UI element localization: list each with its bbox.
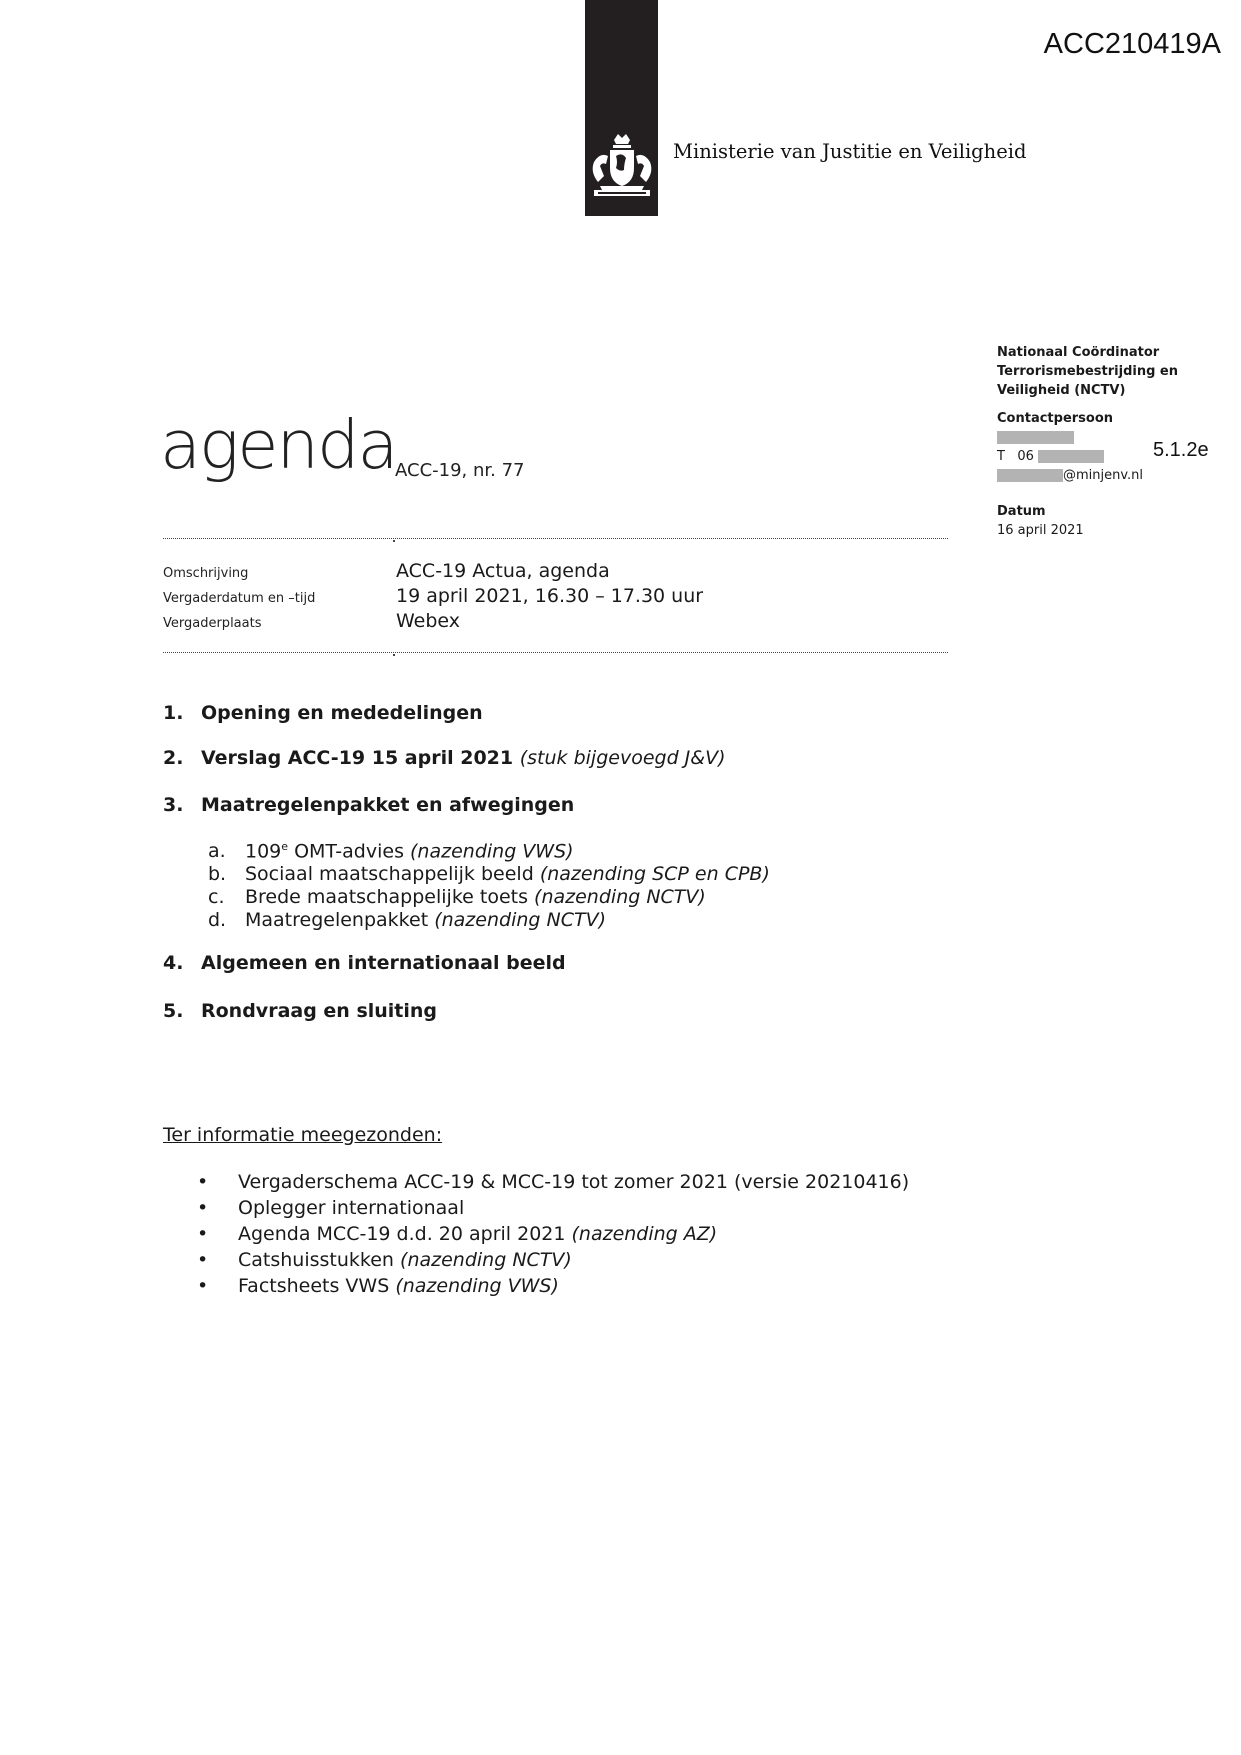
bullet-icon: • [197, 1223, 209, 1245]
item-title: Opening en mededelingen [201, 702, 483, 724]
agenda-items [163, 702, 943, 1028]
organisation-line: Veiligheid (NCTV) [997, 383, 1126, 398]
item-number: 1. [163, 702, 184, 724]
sub-superscript: e [281, 840, 289, 853]
date-value: 16 april 2021 [997, 523, 1084, 538]
info-text: Catshuisstukken [238, 1249, 394, 1271]
agenda-item [163, 702, 943, 730]
divider [163, 538, 948, 539]
sub-letter: b. [208, 863, 227, 885]
sub-item [163, 909, 943, 932]
sub-note: (nazending VWS) [410, 840, 574, 863]
info-text: Vergaderschema ACC-19 & MCC-19 tot zomer 2021 (versie 20210416) [238, 1171, 910, 1193]
exemption-code: 5.1.2e [1153, 439, 1209, 461]
item-title: Algemeen en internationaal beeld [201, 952, 566, 974]
meta-value: 19 april 2021, 16.30 – 17.30 uur [396, 585, 704, 607]
sub-note: (nazending SCP en CPB) [539, 863, 770, 885]
item-number: 4. [163, 952, 184, 974]
coat-of-arms-icon [590, 132, 654, 202]
date-label: Datum [997, 504, 1046, 519]
redaction-box [1038, 450, 1104, 463]
divider [163, 652, 948, 653]
bullet-icon: • [197, 1171, 209, 1193]
sub-letter: a. [208, 840, 226, 862]
sub-text: Brede maatschappelijke toets [245, 886, 528, 908]
item-title: Maatregelenpakket en afwegingen [201, 794, 575, 816]
phone-prefix: T [997, 449, 1005, 464]
redaction-box [997, 431, 1074, 444]
meta-value: ACC-19 Actua, agenda [396, 560, 610, 582]
sub-letter: d. [208, 909, 227, 931]
agenda-item [163, 1000, 943, 1028]
item-note: (stuk bijgevoegd J&V) [519, 747, 726, 769]
bullet-icon: • [197, 1197, 209, 1219]
organisation-line: Nationaal Coördinator [997, 345, 1160, 360]
item-number: 2. [163, 747, 184, 769]
info-note: (nazending VWS) [395, 1275, 559, 1297]
agenda-item [163, 747, 943, 775]
info-note: (nazending NCTV) [400, 1249, 572, 1271]
agenda-number: ACC-19, nr. 77 [395, 460, 525, 481]
organisation-line: Terrorismebestrijding en [997, 364, 1178, 379]
contact-label: Contactpersoon [997, 411, 1114, 426]
logo-bar [585, 0, 658, 216]
sub-item [163, 840, 943, 863]
info-text: Factsheets VWS [238, 1275, 390, 1297]
meta-label: Vergaderplaats [163, 616, 262, 631]
item-title: Rondvraag en sluiting [201, 1000, 438, 1022]
meta-value: Webex [396, 610, 461, 632]
sub-item [163, 863, 943, 886]
sub-letter: c. [208, 886, 225, 908]
meta-label: Vergaderdatum en –tijd [163, 591, 316, 606]
item-title: Verslag ACC-19 15 april 2021 [201, 747, 514, 769]
meta-label: Omschrijving [163, 566, 249, 581]
email-suffix: @minjenv.nl [1063, 468, 1144, 483]
sub-note: (nazending NCTV) [534, 886, 706, 908]
sub-items [163, 840, 943, 932]
info-text: Agenda MCC-19 d.d. 20 april 2021 [238, 1223, 566, 1245]
sub-text: Sociaal maatschappelijk beeld [245, 863, 534, 885]
item-number: 5. [163, 1000, 184, 1022]
sub-item [163, 886, 943, 909]
document-id: ACC210419A [1043, 28, 1221, 60]
agenda-item [163, 952, 943, 980]
sub-number: 109 [245, 840, 282, 863]
phone-start: 06 [1017, 449, 1034, 464]
item-number: 3. [163, 794, 184, 816]
sub-text: OMT-advies [288, 840, 404, 863]
agenda-item [163, 794, 943, 822]
sub-note: (nazending NCTV) [434, 909, 606, 931]
sub-text: Maatregelenpakket [245, 909, 429, 931]
bullet-icon: • [197, 1275, 209, 1297]
info-text: Oplegger internationaal [238, 1197, 465, 1219]
agenda-heading: agenda [160, 406, 397, 484]
info-note: (nazending AZ) [571, 1223, 718, 1245]
ministry-name: Ministerie van Justitie en Veiligheid [673, 140, 1027, 163]
redaction-box [997, 469, 1063, 482]
bullet-icon: • [197, 1249, 209, 1271]
info-heading: Ter informatie meegezonden: [163, 1124, 443, 1146]
